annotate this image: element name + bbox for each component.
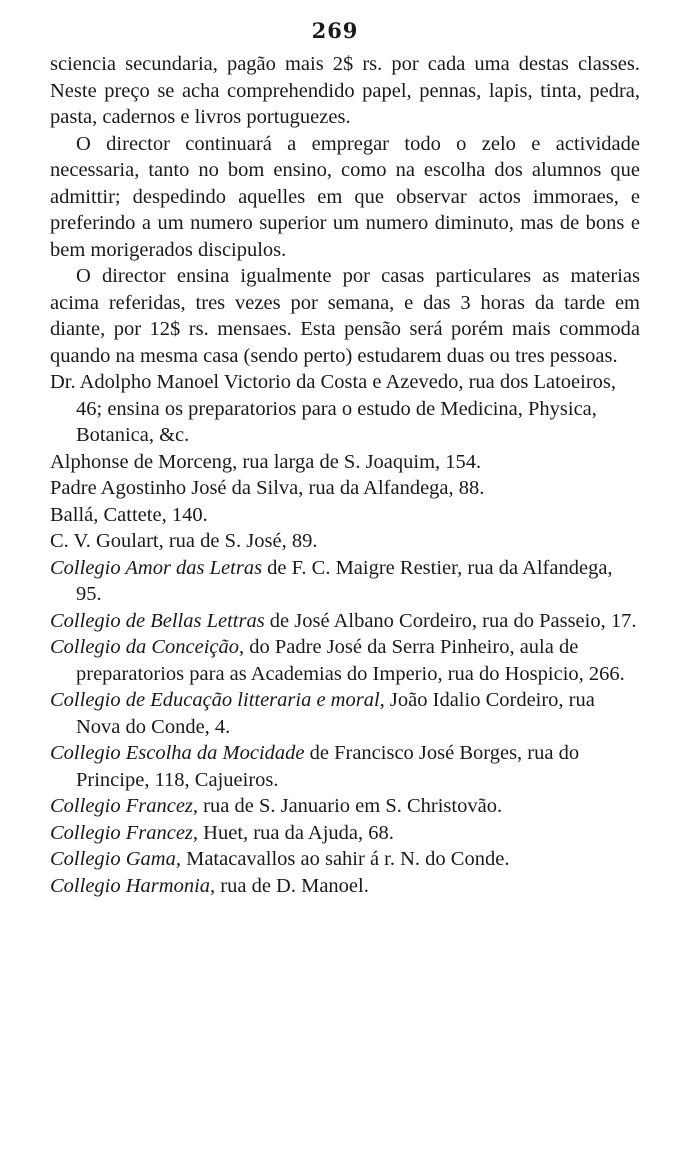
entry-name: Collegio Francez, <box>50 795 199 817</box>
paragraph-director-zeal: O director continuará a empregar todo o zelo e actividade necessaria, tanto no bom ensino, como na escolha dos alumnos que admittir; despedindo aquelles em que observar actos immoraes, e preferindo a um numero superior um numero diminuto, mas de bons e bem morigerados discipulos. <box>50 132 640 261</box>
entry-name: Collegio de Educação litteraria e moral, <box>50 689 385 711</box>
entry-text: do Padre José da Serra Pinheiro, aula de preparatorios para as Academias do Imperio, rua do Hospicio, 266. <box>76 636 625 685</box>
entry-text: João Idalio Cordeiro, rua Nova do Conde, 4. <box>76 689 595 738</box>
list-item <box>50 369 640 449</box>
list-item <box>50 449 640 476</box>
entry-name: Collegio da Conceição, <box>50 636 245 658</box>
entry-text: de Francisco José Borges, rua do Principe, 118, Cajueiros. <box>76 742 580 791</box>
entry-name: Collegio Escolha da Mocidade <box>50 742 305 764</box>
entry-text: de José Albano Cordeiro, rua do Passeio, 17. <box>264 609 637 632</box>
entry-text: rua de D. Manoel. <box>215 874 369 897</box>
entry-name: Collegio Harmonia, <box>50 874 216 897</box>
directory-list <box>50 369 640 899</box>
list-item <box>50 873 640 900</box>
entry-text: rua de S. Januario em S. Christovão. <box>198 795 503 817</box>
entry-text: de F. C. Maigre Restier, rua da Alfandega, 95. <box>76 556 613 605</box>
body-text <box>50 51 640 369</box>
list-item <box>50 820 640 847</box>
list-item <box>50 793 640 820</box>
list-item <box>50 846 640 873</box>
paragraph-director-private-lessons: O director ensina igualmente por casas particulares as materias acima referidas, tres vezes por semana, e das 3 horas da tarde em diante, por 12$ rs. mensaes. Esta pensão será porém mais commoda quando na mesma casa (sendo perto) estudarem duas ou tres pessoas. <box>50 265 640 367</box>
list-item <box>50 502 640 529</box>
document-page <box>50 18 640 899</box>
list-item <box>50 687 640 740</box>
entry-text: Ballá, Cattete, 140. <box>50 503 208 526</box>
paragraph-continuation: sciencia secundaria, pagão mais 2$ rs. por cada uma destas classes. Neste preço se acha comprehendido papel, pennas, lapis, tinta, pedra, pasta, cadernos e livros portuguezes. <box>50 53 640 128</box>
list-item <box>50 555 640 608</box>
entry-text: Matacavallos ao sahir á r. N. do Conde. <box>180 848 510 870</box>
list-item <box>50 608 640 635</box>
page-number: 269 <box>311 18 359 43</box>
list-item <box>50 475 640 502</box>
entry-name: Collegio Francez, <box>50 821 199 844</box>
entry-text: Padre Agostinho José da Silva, rua da Alfandega, 88. <box>50 477 485 499</box>
entry-name: Collegio de Bellas Lettras <box>50 609 265 632</box>
list-item <box>50 740 640 793</box>
list-item <box>50 528 640 555</box>
entry-name: Collegio Amor das Letras <box>50 556 263 579</box>
list-item <box>50 634 640 687</box>
entry-text: Huet, rua da Ajuda, 68. <box>198 821 394 844</box>
entry-name: Collegio Gama, <box>50 848 181 870</box>
entry-text: Alphonse de Morceng, rua larga de S. Joaquim, 154. <box>50 450 482 473</box>
entry-text: C. V. Goulart, rua de S. José, 89. <box>50 530 318 552</box>
entry-text: Dr. Adolpho Manoel Victorio da Costa e Azevedo, rua dos Latoeiros, 46; ensina os preparatorios para o estudo de Medicina, Physica, Botanica, &c. <box>50 371 617 446</box>
